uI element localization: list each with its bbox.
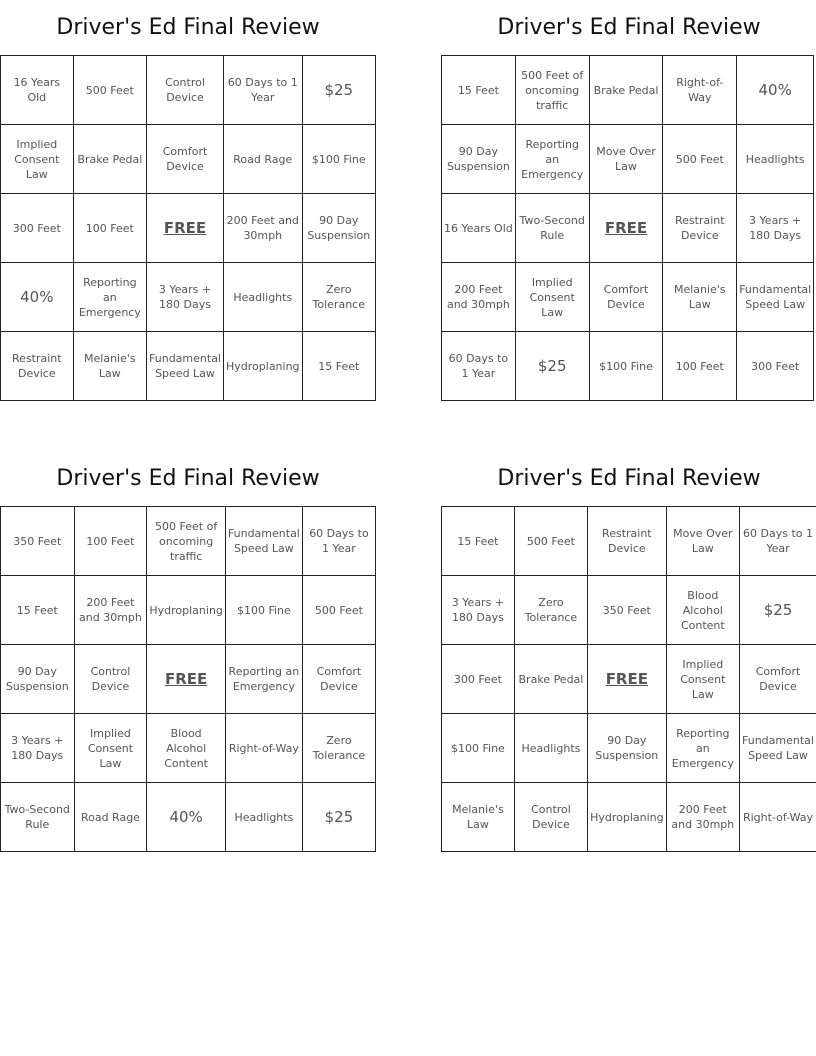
bingo-cell: 60 Days to 1 Year (442, 332, 516, 401)
bingo-cell: 15 Feet (442, 507, 515, 576)
bingo-cell: Brake Pedal (73, 125, 146, 194)
card-title: Driver's Ed Final Review (497, 466, 761, 491)
bingo-cell: 100 Feet (663, 332, 737, 401)
bingo-row (442, 194, 814, 263)
bingo-cell: Road Rage (224, 125, 303, 194)
bingo-cell: Right-of-Way (225, 714, 302, 783)
bingo-cell: Reporting an Emergency (225, 645, 302, 714)
bingo-row (442, 576, 816, 645)
bingo-cell: 16 Years Old (442, 194, 516, 263)
free-space: FREE (147, 194, 224, 263)
bingo-cell: Blood Alcohol Content (147, 714, 226, 783)
card-title: Driver's Ed Final Review (56, 466, 320, 491)
bingo-cell: Hydroplaning (224, 332, 303, 401)
bingo-row (1, 507, 376, 576)
bingo-row (1, 714, 376, 783)
bingo-cell: 40% (1, 263, 74, 332)
bingo-cell: Brake Pedal (514, 645, 587, 714)
bingo-cell: Hydroplaning (147, 576, 226, 645)
bingo-cell: Implied Consent Law (666, 645, 739, 714)
bingo-cell: Reporting an Emergency (666, 714, 739, 783)
bingo-cell: Implied Consent Law (74, 714, 147, 783)
bingo-cell: 15 Feet (302, 332, 375, 401)
bingo-cell: 90 Day Suspension (1, 645, 75, 714)
bingo-cell: 15 Feet (1, 576, 75, 645)
bingo-cell: 60 Days to 1 Year (302, 507, 375, 576)
bingo-cell: Restraint Device (588, 507, 667, 576)
bingo-cell: Fundamental Speed Law (147, 332, 224, 401)
bingo-row (1, 125, 376, 194)
bingo-cell: 300 Feet (737, 332, 814, 401)
bingo-cell: Right-of-Way (740, 783, 816, 852)
bingo-cell: Comfort Device (589, 263, 663, 332)
bingo-cell: Fundamental Speed Law (225, 507, 302, 576)
bingo-cell: 100 Feet (73, 194, 146, 263)
bingo-cell: 500 Feet (73, 56, 146, 125)
bingo-cell: Fundamental Speed Law (740, 714, 816, 783)
bingo-row (1, 783, 376, 852)
bingo-cell: Fundamental Speed Law (737, 263, 814, 332)
bingo-row (442, 125, 814, 194)
bingo-cell: Zero Tolerance (302, 714, 375, 783)
bingo-cell: $25 (740, 576, 816, 645)
bingo-cell: 3 Years + 180 Days (737, 194, 814, 263)
bingo-cell: Brake Pedal (589, 56, 663, 125)
bingo-cell: $100 Fine (442, 714, 515, 783)
bingo-row (442, 332, 814, 401)
bingo-cell: 500 Feet of oncoming traffic (147, 507, 226, 576)
bingo-cell: Control Device (514, 783, 587, 852)
bingo-cell: 60 Days to 1 Year (740, 507, 816, 576)
bingo-cell: 16 Years Old (1, 56, 74, 125)
bingo-cell: 100 Feet (74, 507, 147, 576)
bingo-cell: Restraint Device (663, 194, 737, 263)
bingo-cell: $100 Fine (225, 576, 302, 645)
bingo-cell: 3 Years + 180 Days (1, 714, 75, 783)
bingo-cell: 90 Day Suspension (442, 125, 516, 194)
bingo-grid (441, 55, 814, 401)
card-title: Driver's Ed Final Review (497, 15, 761, 40)
bingo-cell: Control Device (147, 56, 224, 125)
free-space: FREE (147, 645, 226, 714)
bingo-cell: $100 Fine (589, 332, 663, 401)
card-title: Driver's Ed Final Review (56, 15, 320, 40)
bingo-row (1, 56, 376, 125)
bingo-cell: Two-Second Rule (515, 194, 589, 263)
bingo-cell: Comfort Device (302, 645, 375, 714)
bingo-cell: Headlights (737, 125, 814, 194)
bingo-cell: Melanie's Law (73, 332, 146, 401)
bingo-cell: Implied Consent Law (1, 125, 74, 194)
bingo-cell: Move Over Law (666, 507, 739, 576)
bingo-cell: 200 Feet and 30mph (74, 576, 147, 645)
bingo-cell: $25 (302, 783, 375, 852)
bingo-cell: 200 Feet and 30mph (666, 783, 739, 852)
bingo-cell: $100 Fine (302, 125, 375, 194)
bingo-row (1, 263, 376, 332)
bingo-row (1, 332, 376, 401)
bingo-row (442, 645, 816, 714)
bingo-cell: Right-of-Way (663, 56, 737, 125)
free-space: FREE (588, 645, 667, 714)
bingo-cell: Zero Tolerance (514, 576, 587, 645)
bingo-cell: Comfort Device (147, 125, 224, 194)
bingo-cell: 500 Feet of oncoming traffic (515, 56, 589, 125)
bingo-card-4 (441, 451, 816, 831)
bingo-row (442, 714, 816, 783)
bingo-cell: 200 Feet and 30mph (442, 263, 516, 332)
bingo-cell: 3 Years + 180 Days (442, 576, 515, 645)
bingo-cell: Implied Consent Law (515, 263, 589, 332)
bingo-grid (0, 55, 376, 401)
bingo-row (442, 56, 814, 125)
bingo-row (1, 576, 376, 645)
bingo-cell: Restraint Device (1, 332, 74, 401)
bingo-cell: Melanie's Law (442, 783, 515, 852)
bingo-cell: 300 Feet (442, 645, 515, 714)
bingo-cell: 350 Feet (1, 507, 75, 576)
bingo-cell: Melanie's Law (663, 263, 737, 332)
bingo-cell: 60 Days to 1 Year (224, 56, 303, 125)
bingo-cell: 40% (147, 783, 226, 852)
bingo-cell: 15 Feet (442, 56, 516, 125)
bingo-cell: Two-Second Rule (1, 783, 75, 852)
bingo-cell: Reporting an Emergency (515, 125, 589, 194)
bingo-cell: 200 Feet and 30mph (224, 194, 303, 263)
bingo-cell: $25 (302, 56, 375, 125)
bingo-card-2 (441, 0, 816, 380)
bingo-cell: 500 Feet (514, 507, 587, 576)
bingo-cell: Zero Tolerance (302, 263, 375, 332)
bingo-row (442, 783, 816, 852)
bingo-cell: Headlights (225, 783, 302, 852)
bingo-grid (441, 506, 816, 852)
bingo-cell: 350 Feet (588, 576, 667, 645)
bingo-row (1, 194, 376, 263)
bingo-row (1, 645, 376, 714)
bingo-cell: Reporting an Emergency (73, 263, 146, 332)
bingo-cell: Road Rage (74, 783, 147, 852)
bingo-cell: 40% (737, 56, 814, 125)
bingo-cell: Headlights (224, 263, 303, 332)
bingo-cell: Control Device (74, 645, 147, 714)
bingo-card-3 (0, 451, 376, 831)
bingo-cell: 500 Feet (302, 576, 375, 645)
bingo-cell: 90 Day Suspension (588, 714, 667, 783)
bingo-cell: Headlights (514, 714, 587, 783)
bingo-row (442, 263, 814, 332)
bingo-cell: Blood Alcohol Content (666, 576, 739, 645)
bingo-cell: Hydroplaning (588, 783, 667, 852)
bingo-cell: 90 Day Suspension (302, 194, 375, 263)
bingo-cell: $25 (515, 332, 589, 401)
bingo-cell: Comfort Device (740, 645, 816, 714)
free-space: FREE (589, 194, 663, 263)
bingo-cell: 3 Years + 180 Days (147, 263, 224, 332)
bingo-cell: 500 Feet (663, 125, 737, 194)
bingo-row (442, 507, 816, 576)
bingo-card-1 (0, 0, 376, 380)
bingo-cell: 300 Feet (1, 194, 74, 263)
bingo-grid (0, 506, 376, 852)
bingo-cell: Move Over Law (589, 125, 663, 194)
